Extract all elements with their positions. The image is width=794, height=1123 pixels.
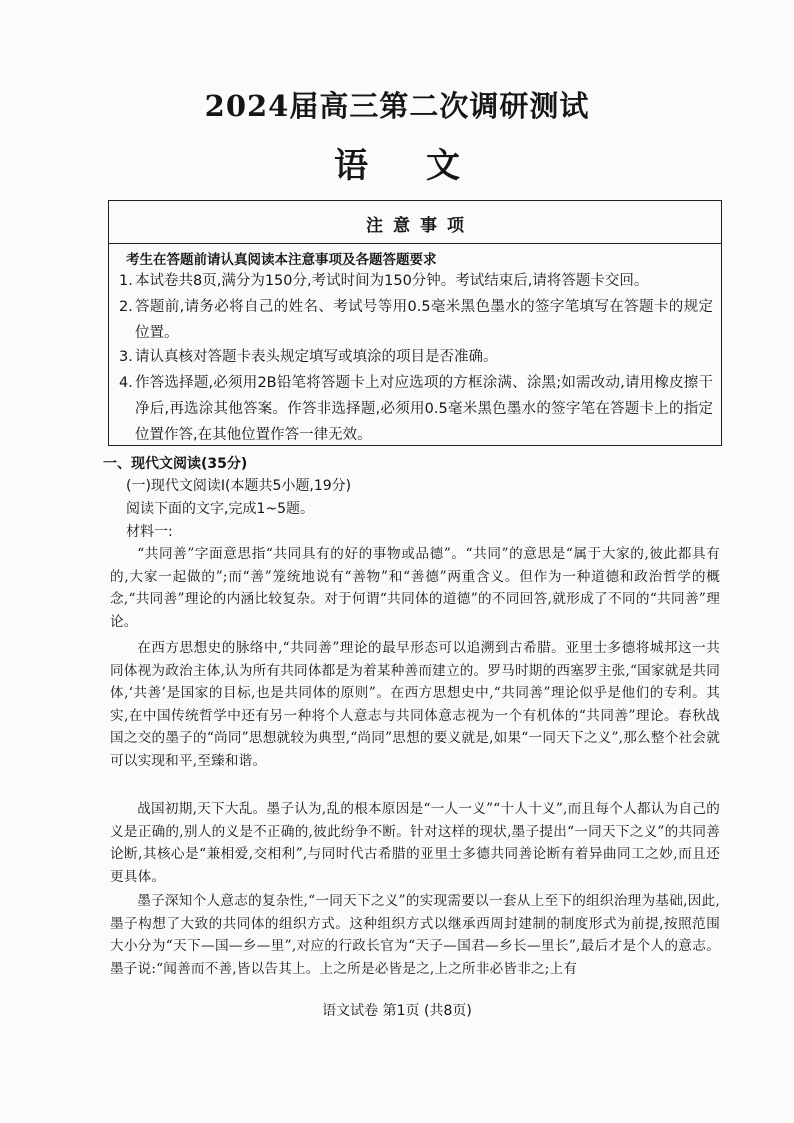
- section-heading: 一、现代文阅读(35分): [103, 456, 248, 472]
- notice-divider: [109, 243, 721, 244]
- notice-item: [119, 370, 713, 448]
- notice-heading: 注意事项: [366, 216, 474, 236]
- notice-box: [108, 200, 722, 446]
- notice-item-number: 1.: [119, 273, 133, 289]
- notice-item: [119, 294, 713, 346]
- notice-item-text: 答题前,请务必将自己的姓名、考试号等用0.5毫米黑色墨水的签字笔填写在答题卡的规定位置。: [135, 299, 713, 341]
- notice-item: [119, 268, 713, 294]
- notice-intro: 考生在答题前请认真阅读本注意事项及各题答题要求: [126, 252, 437, 268]
- passage-paragraph: 墨子深知个人意志的复杂性,“一同天下之义”的实现需要以一套从上至下的组织治理为基础,因此,墨子构想了大致的共同体的组织方式。这种组织方式以继承西周封建制的制度形式为前提,按照范围大小分为“天下—国—乡—里”,对应的行政长官为“天子—国君—乡长—里长”,最后才是个人的意志。墨子说:“闻善而不善,皆以告其上。上之所是必皆是之,上之所非必皆非之;上有: [110, 893, 720, 977]
- exam-title: 2024届高三第二次调研测试: [204, 89, 590, 123]
- passage-paragraph: 在西方思想史的脉络中,“共同善”理论的最早形态可以追溯到古希腊。亚里士多德将城邦这一共同体视为政治主体,认为所有共同体都是为着某种善而建立的。罗马时期的西塞罗主张,“国家就是共同体,‘共善’是国家的目标,也是共同体的原则”。在西方思想史中,“共同善”理论似乎是他们的专利。其实,在中国传统哲学中还有另一种将个人意志与共同体意志视为一个有机体的“共同善”理论。春秋战国之交的墨子的“尚同”思想就较为典型,“尚同”思想的要义就是,如果“一同天下之义”,那么整个社会就可以实现和平,至臻和谐。: [110, 640, 720, 769]
- reading-instruction: 阅读下面的文字,完成1~5题。: [126, 501, 314, 517]
- material-label: 材料一:: [126, 524, 173, 540]
- passage-paragraph: 战国初期,天下大乱。墨子认为,乱的根本原因是“一人一义”“十人十义”,而且每个人都认为自己的义是正确的,别人的义是不正确的,彼此纷争不断。针对这样的现状,墨子提出“一同天下之义”的共同善论断,其核心是“兼相爱,交相利”,与同时代古希腊的亚里士多德共同善论断有着异曲同工之妙,而且还更具体。: [110, 801, 720, 885]
- sub-heading: (一)现代文阅读Ⅰ(本题共5小题,19分): [126, 478, 352, 494]
- subject-title: 语文: [334, 146, 518, 186]
- notice-item-text: 本试卷共8页,满分为150分,考试时间为150分钟。考试结束后,请将答题卡交回。: [135, 273, 649, 289]
- notice-item-number: 2.: [119, 299, 133, 315]
- notice-item-number: 3.: [119, 349, 133, 365]
- page-footer: 语文试卷 第1页 (共8页): [322, 1003, 472, 1019]
- passage-paragraph: “共同善”字面意思指“共同具有的好的事物或品德”。“共同”的意思是“属于大家的,彼此都具有的,大家一起做的”;而“善”笼统地说有“善物”和“善德”两重含义。但作为一种道德和政治哲学的概念,“共同善”理论的内涵比较复杂。对于何谓“共同体的道德”的不同回答,就形成了不同的“共同善”理论。: [110, 546, 720, 630]
- notice-item-text: 请认真核对答题卡表头规定填写或填涂的项目是否准确。: [135, 349, 498, 365]
- notice-item: [119, 344, 713, 370]
- notice-item-number: 4.: [119, 375, 133, 391]
- notice-item-text: 作答选择题,必须用2B铅笔将答题卡上对应选项的方框涂满、涂黑;如需改动,请用橡皮擦干净后,再选涂其他答案。作答非选择题,必须用0.5毫米黑色墨水的签字笔在答题卡上的指定位置作答,在其他位置作答一律无效。: [135, 375, 713, 443]
